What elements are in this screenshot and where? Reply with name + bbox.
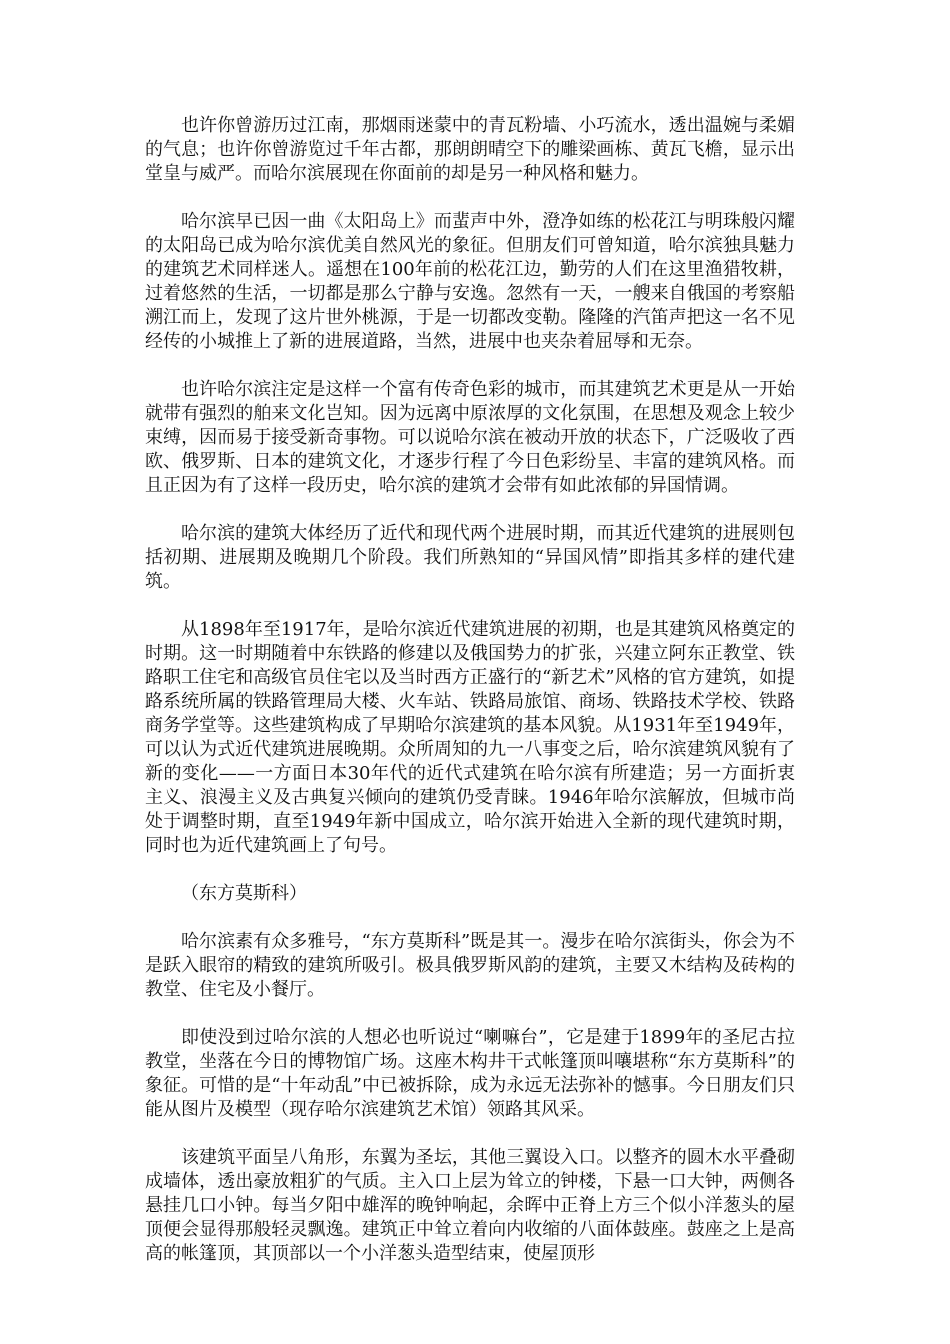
document-page — [145, 114, 795, 1290]
paragraph-sun-island: 哈尔滨早已因一曲《太阳岛上》而蜚声中外，澄净如练的松花江与明珠般闪耀的太阳岛已成为哈尔滨优美自然风光的象征。但朋友们可曾知道，哈尔滨独具魅力的建筑艺术同样迷人。遥想在100年前的松花江边，勤劳的人们在这里渔猎牧耕，过着悠然的生活，一切都是那么宁静与安逸。忽然有一天，一艘来自俄国的考察船溯江而上，发现了这片世外桃源，于是一切都改变勒。隆隆的汽笛声把这一名不见经传的小城推上了新的进展道路，当然，进展中也夹杂着屈辱和无奈。 — [145, 211, 795, 352]
section-heading-eastern-moscow: （东方莫斯科） — [181, 883, 307, 904]
paragraph-legendary-city: 也许哈尔滨注定是这样一个富有传奇色彩的城市，而其建筑艺术更是从一开始就带有强烈的舶来文化岂知。因为远离中原浓厚的文化氛围，在思想及观念上较少束缚，因而易于接受新奇事物。可以说哈尔滨在被动开放的状态下，广泛吸收了西欧、俄罗斯、日本的建筑文化，才逐步行程了今日色彩纷呈、丰富的建筑风格。而且正因为有了这样一段历史，哈尔滨的建筑才会带有如此浓郁的异国情调。 — [145, 379, 795, 496]
paragraph-st-nicholas-church: 即使没到过哈尔滨的人想必也听说过“喇嘛台”，它是建于1899年的圣尼古拉教堂，坐落在今日的博物馆广场。这座木构井干式帐篷顶叫嚷堪称“东方莫斯科”的象征。可惜的是“十年动乱”中已被拆除，成为永远无法弥补的憾事。今日朋友们只能从图片及模型（现存哈尔滨建筑艺术馆）领路其风采。 — [145, 1027, 795, 1120]
paragraph-development-periods: 哈尔滨的建筑大体经历了近代和现代两个进展时期，而其近代建筑的进展则包括初期、进展期及晚期几个阶段。我们所熟知的“异国风情”即指其多样的建代建筑。 — [145, 523, 795, 592]
paragraph-nicknames: 哈尔滨素有众多雅号，“东方莫斯科”既是其一。漫步在哈尔滨街头，你会为不是跃入眼帘的精致的建筑所吸引。极具俄罗斯风韵的建筑，主要又木结构及砖构的教堂、住宅及小餐厅。 — [145, 931, 795, 1000]
paragraph-octagonal-plan: 该建筑平面呈八角形，东翼为圣坛，其他三翼设入口。以整齐的圆木水平叠砌成墙体，透出豪放粗犷的气质。主入口上层为耸立的钟楼，下悬一口大钟，两侧各悬挂几口小钟。每当夕阳中雄浑的晚钟响起，余晖中正脊上方三个似小洋葱头的屋顶便会显得那般轻灵飘逸。建筑正中耸立着向内收缩的八面体鼓座。鼓座之上是高高的帐篷顶，其顶部以一个小洋葱头造型结束，使屋顶形 — [145, 1147, 795, 1264]
paragraph-intro: 也许你曾游历过江南，那烟雨迷蒙中的青瓦粉墙、小巧流水，透出温婉与柔媚的气息；也许你曾游览过千年古都，那朗朗晴空下的雕梁画栋、黄瓦飞檐，显示出堂皇与威严。而哈尔滨展现在你面前的却是另一种风格和魅力。 — [145, 115, 795, 184]
paragraph-early-period: 从1898年至1917年，是哈尔滨近代建筑进展的初期，也是其建筑风格奠定的时期。这一时期随着中东铁路的修建以及俄国势力的扩张，兴建立阿东正教堂、铁路职工住宅和高级官员住宅以及当时西方正盛行的“新艺术”风格的官方建筑，如提路系统所属的铁路管理局大楼、火车站、铁路局旅馆、商场、铁路技术学校、铁路商务学堂等。这些建筑构成了早期哈尔滨建筑的基本风貌。从1931年至1949年，可以认为式近代建筑进展晚期。众所周知的九一八事变之后，哈尔滨建筑风貌有了新的变化——一方面日本30年代的近代式建筑在哈尔滨有所建造；另一方面折衷主义、浪漫主义及古典复兴倾向的建筑仍受青睐。1946年哈尔滨解放，但城市尚处于调整时期，直至1949年新中国成立，哈尔滨开始进入全新的现代建筑时期，同时也为近代建筑画上了句号。 — [145, 619, 795, 856]
